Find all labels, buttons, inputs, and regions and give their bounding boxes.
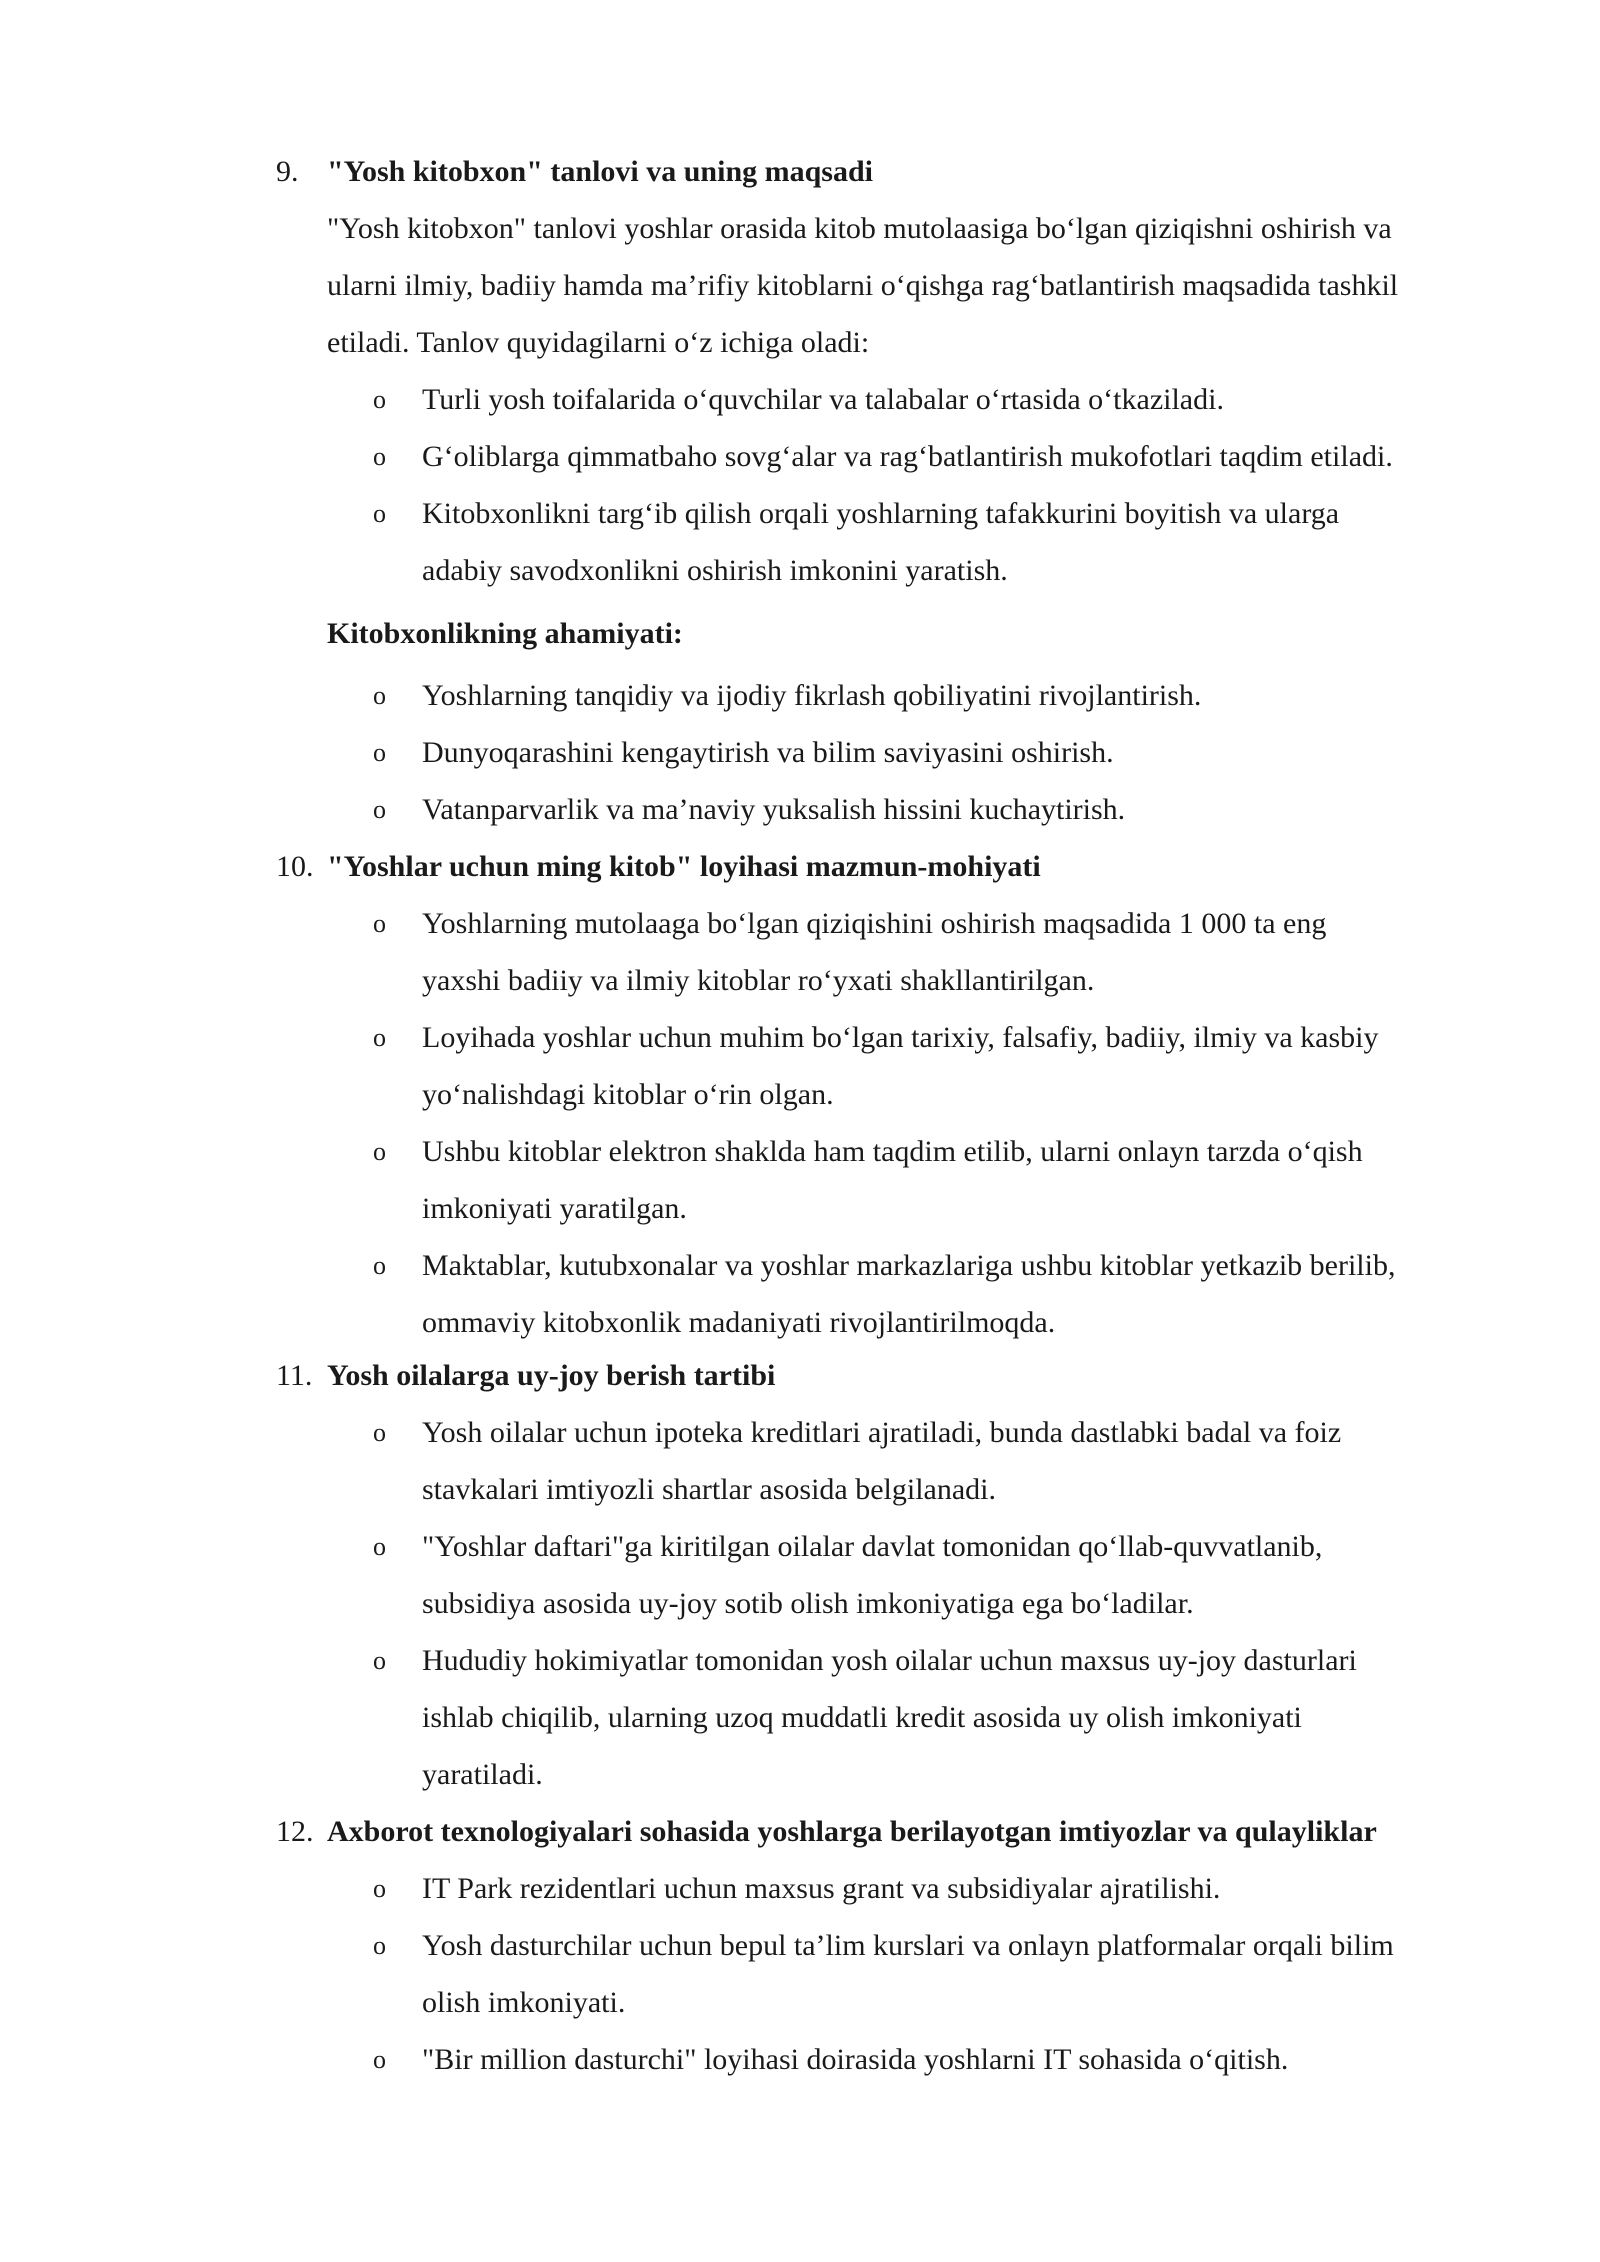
subheading: Kitobxonlikning ahamiyati: bbox=[327, 617, 683, 650]
list-item-continuation: yaratiladi. bbox=[422, 1758, 543, 1791]
list-item: Kitobxonlikni targ‘ib qilish orqali yoshlarning tafakkurini boyitish va ularga bbox=[422, 497, 1340, 530]
list-item: Loyihada yoshlar uchun muhim bo‘lgan tarixiy, falsafiy, badiiy, ilmiy va kasbiy bbox=[422, 1021, 1379, 1054]
list-item: "Yoshlar daftari"ga kiritilgan oilalar davlat tomonidan qo‘llab-quvvatlanib, bbox=[422, 1530, 1323, 1563]
bullet-marker: o bbox=[373, 738, 386, 767]
list-item-continuation: yaxshi badiiy va ilmiy kitoblar ro‘yxati shakllantirilgan. bbox=[422, 964, 1095, 997]
list-item: Yoshlarning tanqidiy va ijodiy fikrlash qobiliyatini rivojlantirish. bbox=[422, 679, 1202, 712]
list-item: "Bir million dasturchi" loyihasi doirasida yoshlarni IT sohasida o‘qitish. bbox=[422, 2043, 1289, 2076]
bullet-marker: o bbox=[373, 1251, 386, 1280]
list-item-continuation: imkoniyati yaratilgan. bbox=[422, 1192, 687, 1225]
list-item: Yosh oilalar uchun ipoteka kreditlari ajratiladi, bunda dastlabki badal va foiz bbox=[422, 1416, 1342, 1449]
list-item: Ushbu kitoblar elektron shaklda ham taqdim etilib, ularni onlayn tarzda o‘qish bbox=[422, 1135, 1363, 1168]
list-item-continuation: olish imkoniyati. bbox=[422, 1986, 626, 2019]
bullet-marker: o bbox=[373, 1418, 386, 1447]
bullet-marker: o bbox=[373, 1931, 386, 1960]
list-item: Maktablar, kutubxonalar va yoshlar markazlariga ushbu kitoblar yetkazib berilib, bbox=[422, 1249, 1396, 1282]
bullet-marker: o bbox=[373, 909, 386, 938]
list-item: Yosh dasturchilar uchun bepul ta’lim kurslari va onlayn platformalar orqali bilim bbox=[422, 1929, 1394, 1962]
section-number: 11. bbox=[276, 1359, 313, 1392]
bullet-marker: o bbox=[373, 2045, 386, 2074]
list-item: IT Park rezidentlari uchun maxsus grant va subsidiyalar ajratilishi. bbox=[422, 1872, 1221, 1905]
list-item: Yoshlarning mutolaaga bo‘lgan qiziqishini oshirish maqsadida 1 000 ta eng bbox=[422, 907, 1327, 940]
section-title: Axborot texnologiyalari sohasida yoshlarga berilayotgan imtiyozlar va qulayliklar bbox=[327, 1815, 1377, 1848]
section-title: "Yosh kitobxon" tanlovi va uning maqsadi bbox=[327, 155, 873, 188]
list-item-continuation: subsidiya asosida uy-joy sotib olish imkoniyatiga ega bo‘ladilar. bbox=[422, 1587, 1194, 1620]
bullet-marker: o bbox=[373, 385, 386, 414]
list-item: Turli yosh toifalarida o‘quvchilar va talabalar o‘rtasida o‘tkaziladi. bbox=[422, 383, 1224, 416]
bullet-marker: o bbox=[373, 1646, 386, 1675]
list-item-continuation: ishlab chiqilib, ularning uzoq muddatli kredit asosida uy olish imkoniyati bbox=[422, 1701, 1302, 1734]
bullet-marker: o bbox=[373, 442, 386, 471]
list-item-continuation: yo‘nalishdagi kitoblar o‘rin olgan. bbox=[422, 1078, 834, 1111]
section-number: 12. bbox=[276, 1815, 314, 1848]
list-item-continuation: ommaviy kitobxonlik madaniyati rivojlantirilmoqda. bbox=[422, 1306, 1056, 1339]
list-item: Dunyoqarashini kengaytirish va bilim saviyasini oshirish. bbox=[422, 736, 1114, 769]
section-number: 9. bbox=[276, 155, 299, 188]
list-item-continuation: stavkalari imtiyozli shartlar asosida belgilanadi. bbox=[422, 1473, 996, 1506]
bullet-marker: o bbox=[373, 1137, 386, 1166]
section-title: "Yoshlar uchun ming kitob" loyihasi mazmun-mohiyati bbox=[327, 850, 1041, 883]
section-number: 10. bbox=[276, 850, 314, 883]
list-item: G‘oliblarga qimmatbaho sovg‘alar va rag‘batlantirish mukofotlari taqdim etiladi. bbox=[422, 440, 1393, 473]
bullet-marker: o bbox=[373, 1874, 386, 1903]
section-title: Yosh oilalarga uy-joy berish tartibi bbox=[327, 1359, 776, 1392]
paragraph-line: "Yosh kitobxon" tanlovi yoshlar orasida kitob mutolaasiga bo‘lgan qiziqishni oshirish va bbox=[327, 212, 1392, 245]
paragraph-line: etiladi. Tanlov quyidagilarni o‘z ichiga oladi: bbox=[327, 326, 870, 359]
list-item: Hududiy hokimiyatlar tomonidan yosh oilalar uchun maxsus uy-joy dasturlari bbox=[422, 1644, 1357, 1677]
bullet-marker: o bbox=[373, 499, 386, 528]
paragraph-line: ularni ilmiy, badiiy hamda ma’rifiy kitoblarni o‘qishga rag‘batlantirish maqsadida tashkil bbox=[327, 269, 1399, 302]
bullet-marker: o bbox=[373, 681, 386, 710]
list-item-continuation: adabiy savodxonlikni oshirish imkonini yaratish. bbox=[422, 554, 1008, 587]
bullet-marker: o bbox=[373, 795, 386, 824]
bullet-marker: o bbox=[373, 1023, 386, 1052]
list-item: Vatanparvarlik va ma’naviy yuksalish hissini kuchaytirish. bbox=[422, 793, 1126, 826]
bullet-marker: o bbox=[373, 1532, 386, 1561]
